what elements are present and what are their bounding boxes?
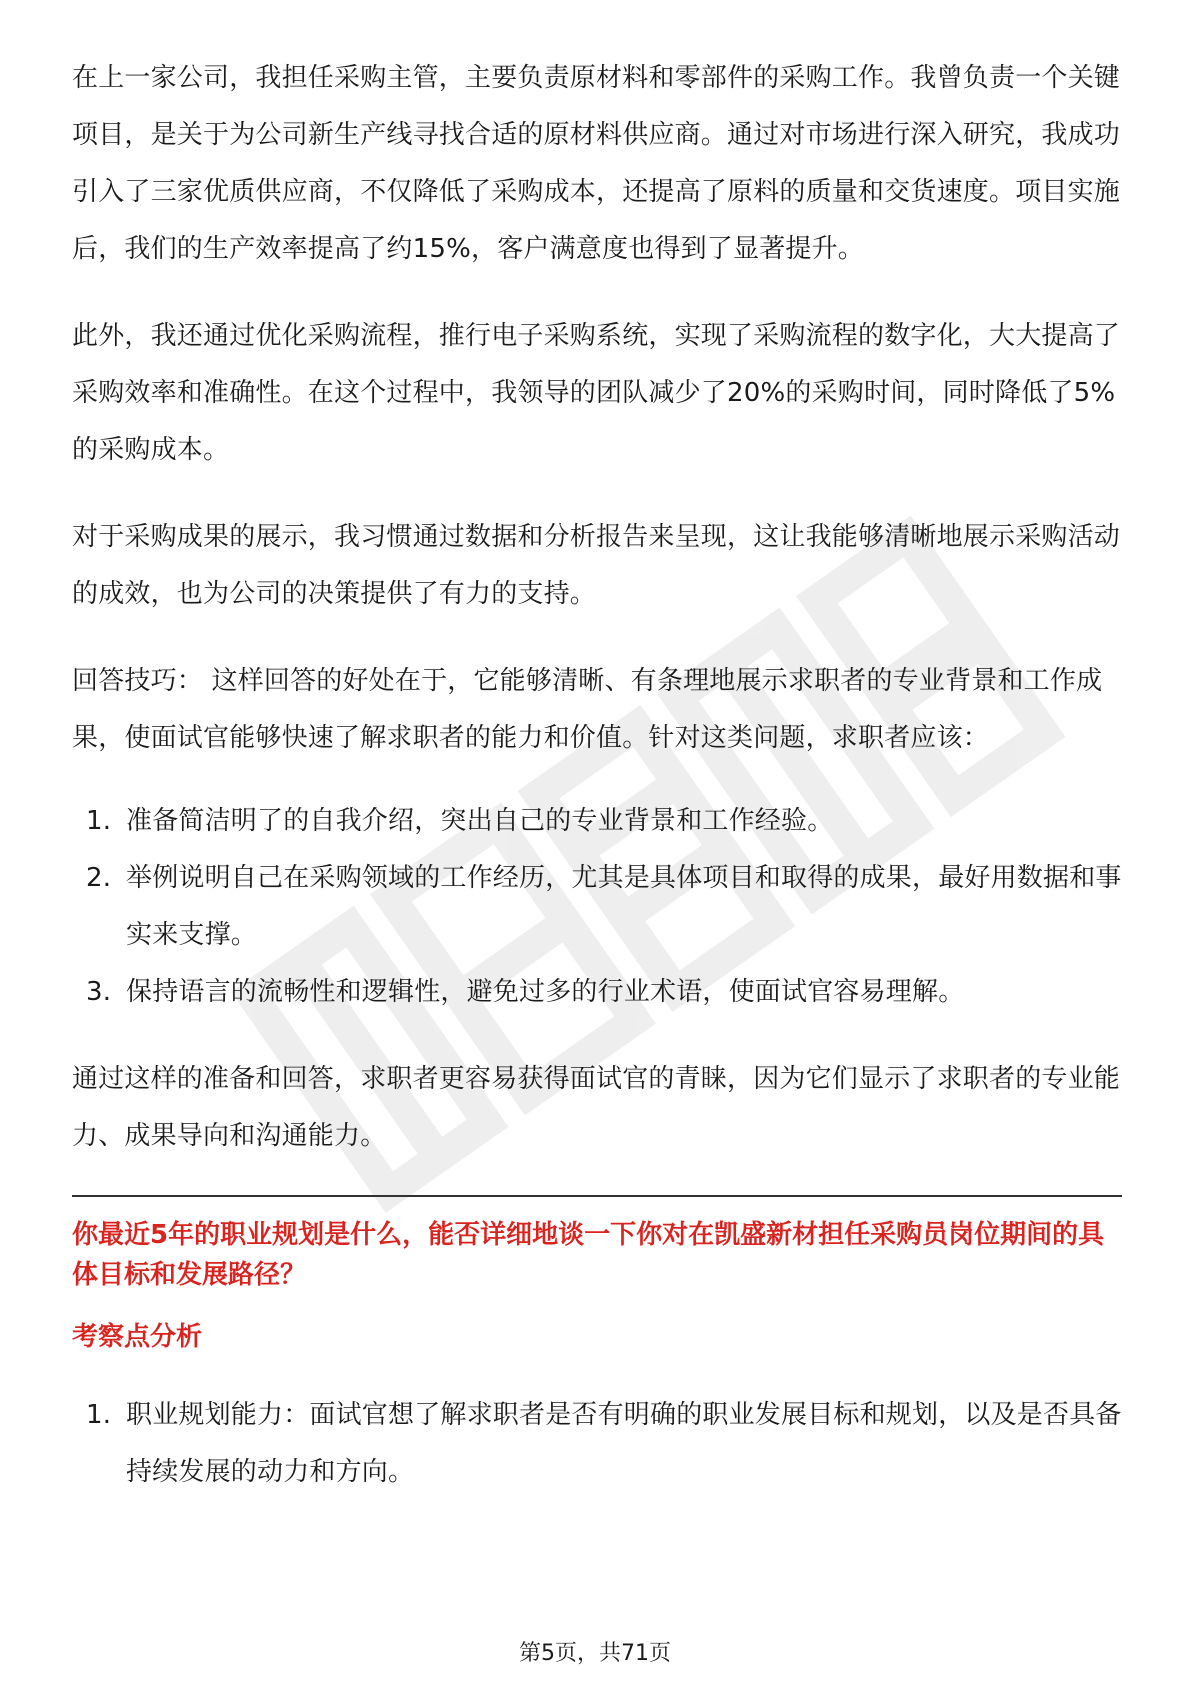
document-page (72, 50, 1122, 1531)
analysis-list (72, 1387, 1122, 1501)
paragraph-process-optimization: 此外，我还通过优化采购流程，推行电子采购系统，实现了采购流程的数字化，大大提高了采购效率和准确性。在这个过程中，我领导的团队减少了20%的采购时间，同时降低了5%的采购成本。 (72, 321, 1121, 465)
list-item-text: 准备简洁明了的自我介绍，突出自己的专业背景和工作经验。 (126, 806, 834, 836)
page-footer: 第5页，共71页 (519, 1641, 671, 1666)
section-divider (72, 1195, 1122, 1197)
list-item (72, 850, 1122, 964)
list-item-number: 1. (86, 1400, 112, 1430)
analysis-heading: 考察点分析 (72, 1322, 203, 1352)
list-item-text: 保持语言的流畅性和逻辑性，避免过多的行业术语，使面试官容易理解。 (126, 977, 965, 1007)
paragraph-experience: 在上一家公司，我担任采购主管，主要负责原材料和零部件的采购工作。我曾负责一个关键项目，是关于为公司新生产线寻找合适的原材料供应商。通过对市场进行深入研究，我成功引入了三家优质供应商，不仅降低了采购成本，还提高了原料的质量和交货速度。项目实施后，我们的生产效率提高了约15%，客户满意度也得到了显著提升。 (72, 63, 1121, 264)
paragraph-answer-tips: 回答技巧： 这样回答的好处在于，它能够清晰、有条理地展示求职者的专业背景和工作成果，使面试官能够快速了解求职者的能力和价值。针对这类问题，求职者应该： (72, 666, 1103, 753)
list-item-number: 1. (86, 806, 112, 836)
list-item (72, 793, 1122, 850)
list-item (72, 1387, 1122, 1501)
list-item-text: 职业规划能力：面试官想了解求职者是否有明确的职业发展目标和规划，以及是否具备持续发展的动力和方向。 (126, 1400, 1122, 1487)
paragraph-results-presentation: 对于采购成果的展示，我习惯通过数据和分析报告来呈现，这让我能够清晰地展示采购活动的成效，也为公司的决策提供了有力的支持。 (72, 522, 1121, 609)
list-item (72, 964, 1122, 1021)
list-item-number: 2. (86, 863, 112, 893)
list-item-text: 举例说明自己在采购领域的工作经历，尤其是具体项目和取得的成果，最好用数据和事实来支撑。 (126, 863, 1122, 950)
list-item-number: 3. (86, 977, 112, 1007)
tips-list (72, 793, 1122, 1021)
paragraph-closing: 通过这样的准备和回答，求职者更容易获得面试官的青睐，因为它们显示了求职者的专业能力、成果导向和沟通能力。 (72, 1064, 1121, 1151)
interview-question: 你最近5年的职业规划是什么，能否详细地谈一下你对在凯盛新材担任采购员岗位期间的具体目标和发展路径？ (72, 1220, 1105, 1290)
